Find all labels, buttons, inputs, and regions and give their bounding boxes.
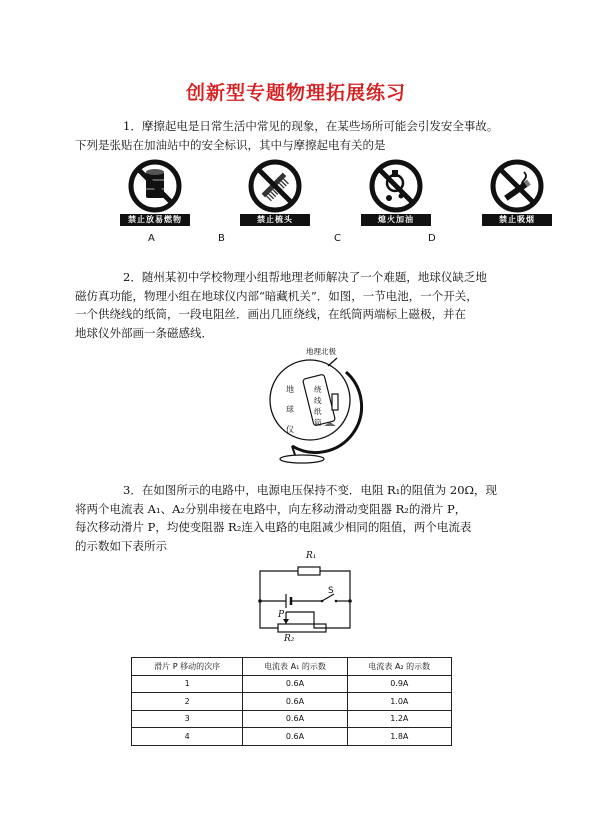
question-3-line-1: 3．在如图所示的电路中，电源电压保持不变．电阻 R₁的阻值为 20Ω，现	[123, 483, 498, 497]
safety-sign-d[interactable]	[482, 158, 552, 226]
globe-label-char-3: 仪	[286, 425, 294, 434]
option-d-label[interactable]: D	[428, 233, 436, 244]
table-row	[132, 693, 452, 711]
table-header-cell: 电流表 A₁ 的示数	[243, 658, 347, 676]
safety-sign-c[interactable]	[361, 158, 431, 226]
globe-figure	[262, 346, 372, 468]
page-title: 创新型专题物理拓展练习	[185, 82, 406, 104]
switch-label: S	[328, 586, 334, 596]
tube-label	[314, 384, 324, 428]
table-row	[132, 728, 452, 746]
slider-label: P	[278, 610, 285, 620]
table-cell: 0.6A	[243, 710, 347, 728]
safety-sign-a[interactable]	[120, 158, 190, 226]
safety-sign-b[interactable]	[240, 158, 310, 226]
circuit-wires	[252, 548, 372, 648]
question-2-line-3: 一个供绕线的纸筒，一段电阻丝．画出几匝绕线，在纸筒两端标上磁极，并在	[75, 307, 466, 321]
question-2-line-2: 磁仿真功能，物理小组在地球仪内部“暗藏机关”．如图，一节电池，一个开关，	[75, 288, 478, 303]
sign-c-caption: 熄火加油	[361, 214, 431, 226]
table-cell: 0.6A	[243, 675, 347, 693]
current-readings-table	[131, 657, 452, 746]
table-header-cell: 电流表 A₂ 的示数	[347, 658, 451, 676]
table-cell: 2	[132, 693, 243, 711]
table-cell: 4	[132, 728, 243, 746]
comb-prohibited-icon	[240, 158, 310, 214]
question-3-line-4: 的示数如下表所示	[75, 538, 167, 553]
sign-b-caption: 禁止梳头	[240, 214, 310, 226]
table-cell: 0.6A	[243, 693, 347, 711]
circuit-diagram	[252, 548, 372, 648]
r1-label: R₁	[306, 551, 317, 561]
table-cell: 1.2A	[347, 710, 451, 728]
table-header-row	[132, 658, 452, 676]
tube-label-char-2: 线	[314, 396, 322, 405]
table-cell: 3	[132, 710, 243, 728]
question-1-line-1: 1．摩擦起电是日常生活中常见的现象，在某些场所可能会引发安全事故。	[123, 119, 499, 133]
no-smoking-icon	[482, 158, 552, 214]
engine-off-prohibited-icon	[361, 158, 431, 214]
sign-a-caption: 禁止放易燃物	[120, 214, 190, 226]
option-b-label[interactable]: B	[218, 233, 225, 244]
tube-label-char-1: 绕	[314, 385, 322, 394]
option-c-label[interactable]: C	[334, 233, 341, 244]
question-1-text	[75, 117, 504, 154]
r2-label: R₂	[284, 634, 295, 644]
question-1-line-2: 下列是张贴在加油站中的安全标识，其中与摩擦起电有关的是	[75, 137, 386, 152]
question-2-line-4: 地球仪外部画一条磁感线．	[75, 325, 213, 340]
table-cell: 1.0A	[347, 693, 451, 711]
option-a-label[interactable]: A	[148, 233, 155, 244]
table-cell: 0.6A	[243, 728, 347, 746]
tube-label-char-4: 筒	[314, 418, 322, 427]
north-pole-label: 地理北极	[306, 347, 336, 356]
question-3-line-2: 将两个电流表 A₁、A₂分别串接在电路中，向左移动滑动变阻器 R₂的滑片 P，	[75, 501, 467, 516]
table-header-cell: 滑片 P 移动的次序	[132, 658, 243, 676]
flammable-barrel-prohibited-icon	[120, 158, 190, 214]
question-2-line-1: 2．随州某初中学校物理小组帮地理老师解决了一个难题，地球仪缺乏地	[123, 270, 487, 284]
table-row	[132, 675, 452, 693]
table-row	[132, 710, 452, 728]
tube-label-char-3: 纸	[314, 407, 322, 416]
table-cell: 1.8A	[347, 728, 451, 746]
table-cell: 0.9A	[347, 675, 451, 693]
question-3-line-3: 每次移动滑片 P，均使变阻器 R₂连入电路的电阻减少相同的阻值，两个电流表	[75, 520, 472, 534]
question-3-text	[75, 481, 504, 555]
globe-label	[286, 380, 296, 440]
question-2-text	[75, 268, 504, 342]
sign-d-caption: 禁止吸烟	[482, 214, 552, 226]
globe-label-char-2: 球	[286, 405, 294, 414]
globe-label-char-1: 地	[286, 385, 294, 394]
table-cell: 1	[132, 675, 243, 693]
